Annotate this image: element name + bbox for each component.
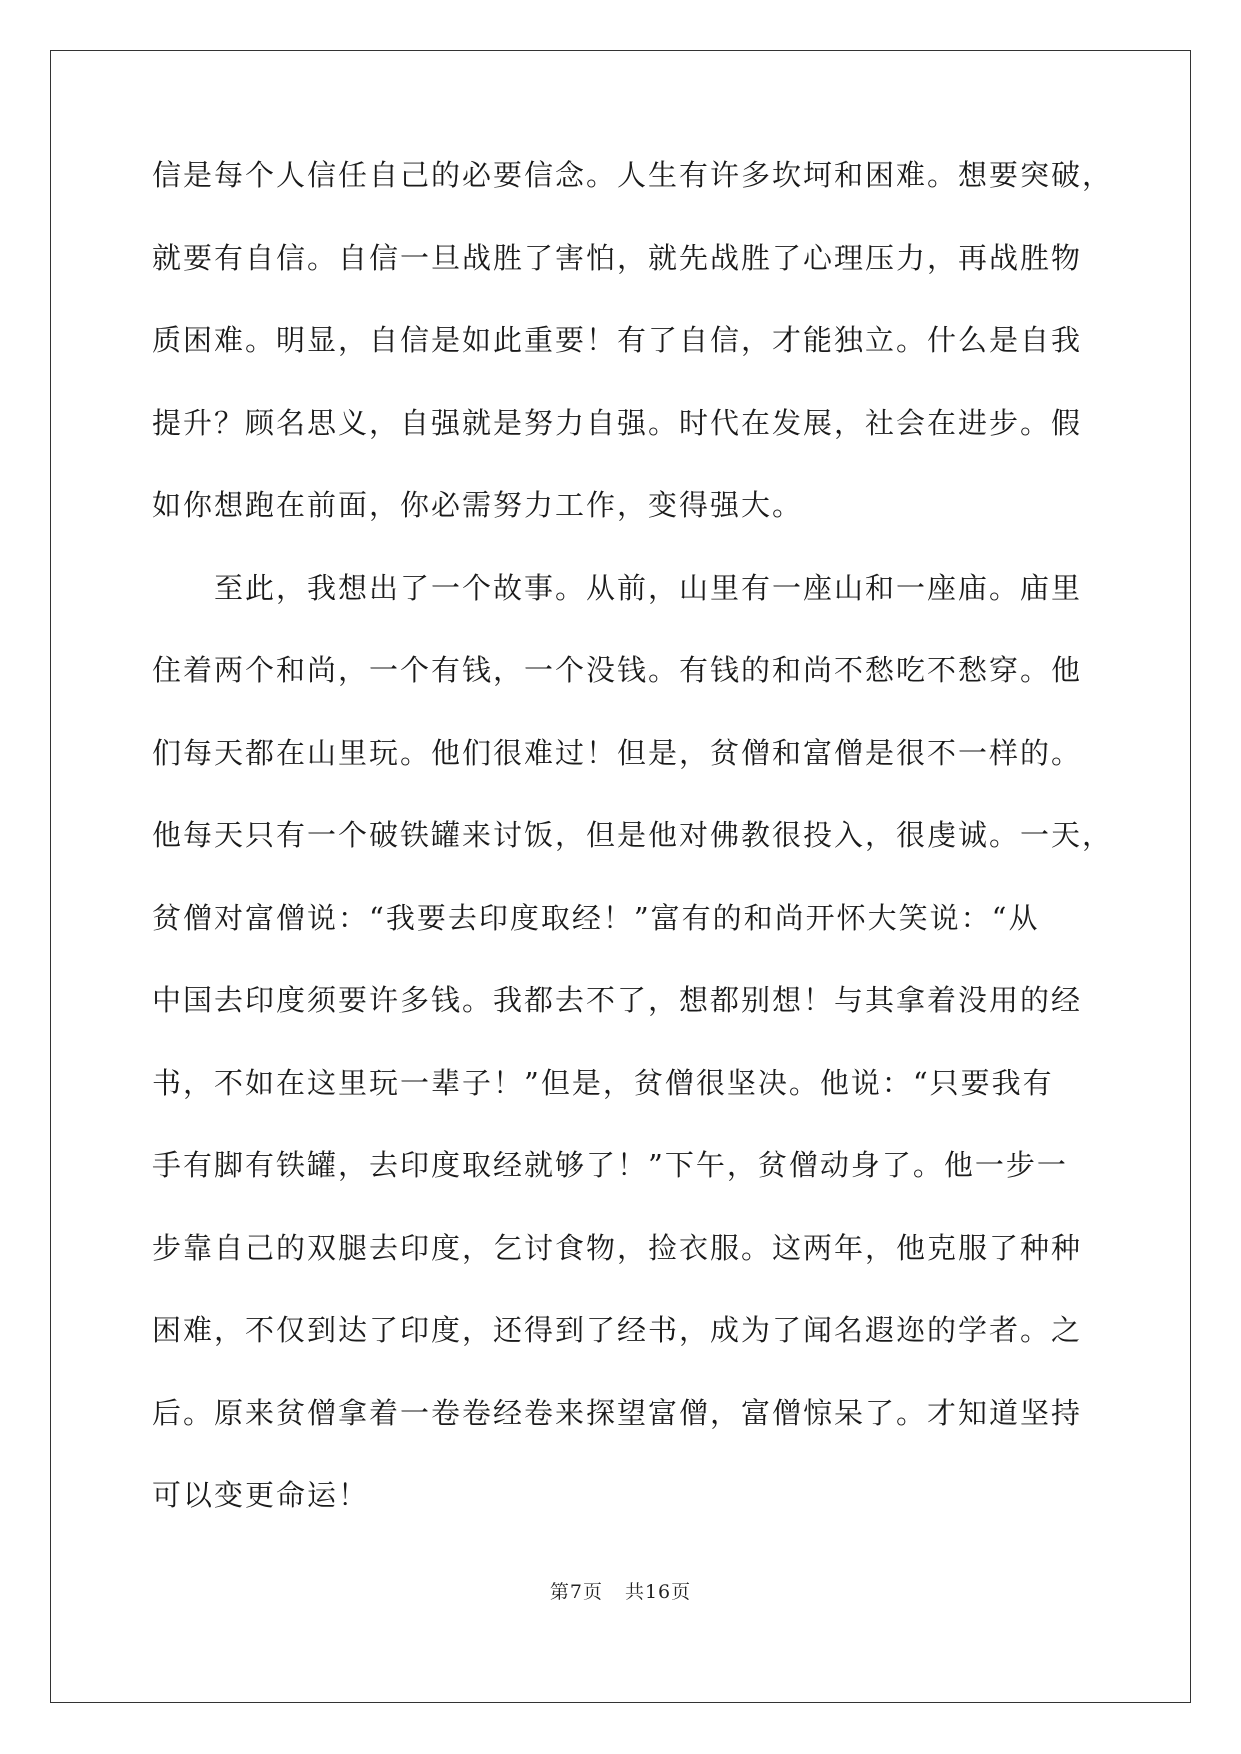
text-line: 就要有自信。自信一旦战胜了害怕，就先战胜了心理压力，再战胜物 <box>152 240 1083 275</box>
text-line: 步靠自己的双腿去印度，乞讨食物，捡衣服。这两年，他克服了种种 <box>152 1230 1083 1265</box>
document-body <box>152 158 1114 1561</box>
text-line: 后。原来贫僧拿着一卷卷经卷来探望富僧，富僧惊呆了。才知道坚持 <box>152 1395 1083 1430</box>
text-line: 书，不如在这里玩一辈子！”但是，贫僧很坚决。他说：“只要我有 <box>152 1065 1054 1100</box>
text-line: 如你想跑在前面，你必需努力工作，变得强大。 <box>152 488 804 522</box>
text-line: 手有脚有铁罐，去印度取经就够了！”下午，贫僧动身了。他一步一 <box>152 1148 1068 1182</box>
text-line: 他每天只有一个破铁罐来讨饭，但是他对佛教很投入，很虔诚。一天， <box>152 818 1114 852</box>
paragraph-2 <box>152 570 1114 1561</box>
text-line: 至此，我想出了一个故事。从前，山里有一座山和一座庙。庙里 <box>214 570 1083 605</box>
text-line: 住着两个和尚，一个有钱，一个没钱。有钱的和尚不愁吃不愁穿。他 <box>152 653 1083 687</box>
page-number: 第7页 <box>549 1581 603 1603</box>
page-total: 共16页 <box>624 1581 692 1603</box>
text-line: 信是每个人信任自己的必要信念。人生有许多坎坷和困难。想要突破， <box>152 158 1114 192</box>
text-line: 提升？顾名思义，自强就是努力自强。时代在发展，社会在进步。假 <box>152 405 1083 440</box>
text-line: 们每天都在山里玩。他们很难过！但是，贫僧和富僧是很不一样的。 <box>152 735 1083 770</box>
text-line: 质困难。明显，自信是如此重要！有了自信，才能独立。什么是自我 <box>152 323 1083 357</box>
text-line: 困难，不仅到达了印度，还得到了经书，成为了闻名遐迩的学者。之 <box>152 1313 1083 1347</box>
text-line: 贫僧对富僧说：“我要去印度取经！”富有的和尚开怀大笑说：“从 <box>152 900 1040 935</box>
text-line: 中国去印度须要许多钱。我都去不了，想都别想！与其拿着没用的经 <box>152 983 1083 1017</box>
paragraph-1 <box>152 158 1114 571</box>
page-footer <box>0 1577 1241 1604</box>
text-line: 可以变更命运！ <box>152 1478 370 1512</box>
